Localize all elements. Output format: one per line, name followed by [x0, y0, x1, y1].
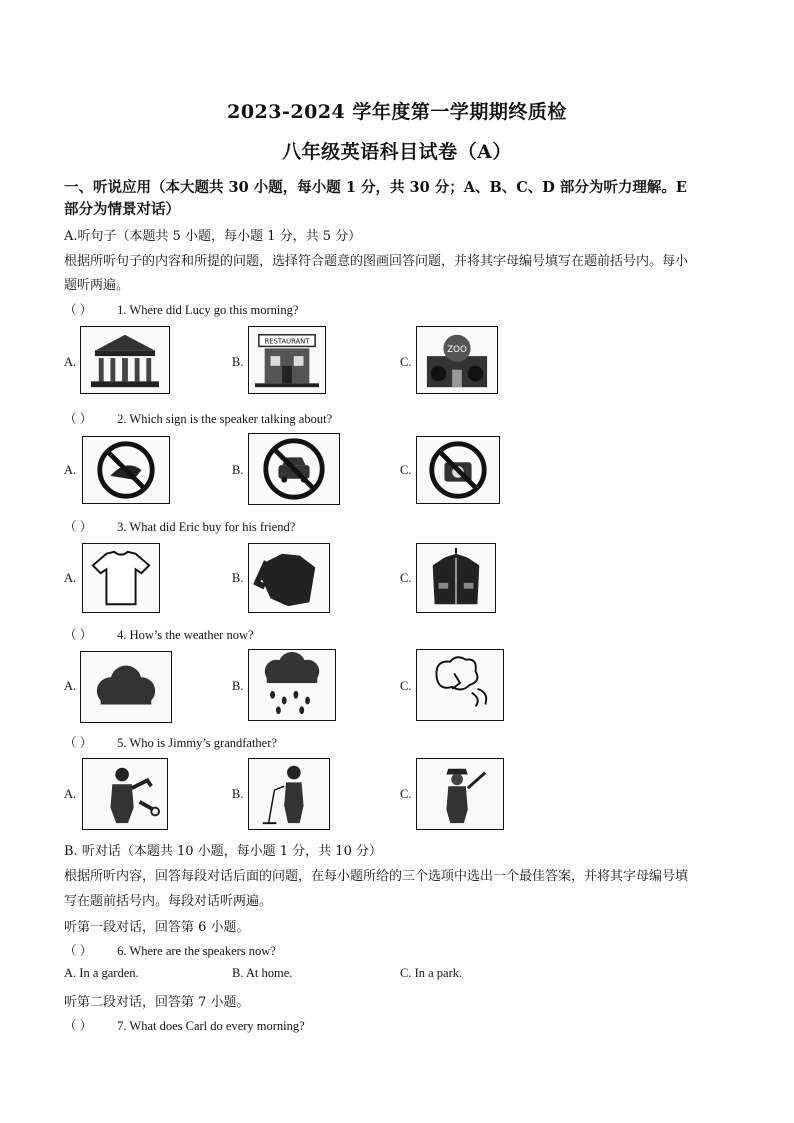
option-label: A. [64, 463, 77, 477]
option-label: A. [64, 787, 77, 801]
question-text: 4. How’s the weather now? [117, 628, 254, 642]
t-shirt-icon[interactable] [82, 543, 160, 613]
question-text: 5. Who is Jimmy’s grandfather? [117, 736, 277, 750]
answer-blank[interactable]: （ ） [64, 628, 93, 642]
option-label: B. [232, 355, 244, 369]
question-text: 6. Where are the speakers now? [117, 944, 276, 958]
answer-blank[interactable]: （ ） [64, 303, 93, 317]
no-photo-sign-icon[interactable] [416, 436, 500, 504]
question-text: 7. What does Carl do every morning? [117, 1019, 305, 1033]
question-5 [64, 733, 277, 751]
answer-blank[interactable]: （ ） [64, 944, 93, 958]
restaurant-sign-text: RESTAURANT [264, 337, 310, 346]
answer-blank[interactable]: （ ） [64, 412, 93, 426]
zoo-icon[interactable] [416, 326, 498, 394]
option-label: C. [400, 679, 412, 693]
option-label: B. [232, 463, 244, 477]
option-label: B. [232, 787, 244, 801]
answer-blank[interactable]: （ ） [64, 1019, 93, 1033]
option-label: A. [64, 679, 77, 693]
choice-c[interactable]: C. In a park. [400, 966, 463, 980]
question-3 [64, 517, 295, 535]
answer-blank[interactable]: （ ） [64, 520, 93, 534]
policeman-icon[interactable] [416, 758, 504, 830]
option-label: C. [400, 571, 412, 585]
option-label: B. [232, 679, 244, 693]
no-fishing-sign-icon[interactable] [82, 436, 170, 504]
section-b-instr-line2: 写在题前括号内。每段对话听两遍。 [64, 894, 273, 909]
question-text: 2. Which sign is the speaker talking about? [117, 412, 333, 426]
dialog-1-instruction: 听第一段对话，回答第 6 小题。 [64, 920, 250, 935]
choice-b[interactable]: B. At home. [232, 966, 293, 980]
part-heading-line1: 一、听说应用（本大题共 30 小题，每小题 1 分，共 30 分；A、B、C、D 部分为听力理解。E [64, 179, 687, 196]
answer-blank[interactable]: （ ） [64, 736, 93, 750]
question-4 [64, 625, 254, 643]
repairman-icon[interactable] [82, 758, 168, 830]
section-b-title: B. 听对话（本题共 10 小题，每小题 1 分，共 10 分） [64, 844, 382, 859]
part-heading-line2: 部分为情景对话） [64, 201, 180, 218]
question-text: 1. Where did Lucy go this morning? [117, 303, 299, 317]
section-a-title: A.听句子（本题共 5 小题，每小题 1 分，共 5 分） [64, 229, 362, 244]
option-label: C. [400, 355, 412, 369]
option-label: C. [400, 787, 412, 801]
dialog-2-instruction: 听第二段对话，回答第 7 小题。 [64, 995, 250, 1010]
singer-icon[interactable] [248, 758, 330, 830]
option-label: B. [232, 571, 244, 585]
section-b-instr-line1: 根据所听内容，回答每段对话后面的问题，在每小题所给的三个选项中选出一个最佳答案，并将其字母编号填 [64, 869, 689, 884]
question-text: 3. What did Eric buy for his friend? [117, 520, 296, 534]
exam-title: 2023-2024 学年度第一学期期终质检 [227, 101, 567, 123]
section-a-instr-line1: 根据所听句子的内容和所提的问题，选择符合题意的图画回答问题，并将其字母编号填写在题前括号内。每小 [64, 254, 689, 269]
restaurant-icon[interactable] [248, 326, 326, 394]
jacket-icon[interactable] [416, 543, 496, 613]
question-1 [64, 300, 298, 318]
rainy-icon[interactable] [248, 649, 336, 721]
question-2 [64, 409, 332, 427]
sweater-icon[interactable] [248, 543, 330, 613]
exam-subtitle: 八年级英语科目试卷（A） [282, 141, 512, 163]
option-label: A. [64, 571, 77, 585]
zoo-sign-text: ZOO [447, 345, 467, 356]
question-6 [64, 941, 276, 959]
section-a-instr-line2: 题听两遍。 [64, 278, 130, 293]
choice-a[interactable]: A. In a garden. [64, 966, 139, 980]
option-label: C. [400, 463, 412, 477]
no-parking-sign-icon[interactable] [248, 433, 340, 505]
question-7 [64, 1016, 305, 1034]
windy-icon[interactable] [416, 649, 504, 721]
museum-building-icon[interactable] [80, 326, 170, 394]
option-label: A. [64, 355, 77, 369]
cloudy-icon[interactable] [80, 651, 172, 723]
